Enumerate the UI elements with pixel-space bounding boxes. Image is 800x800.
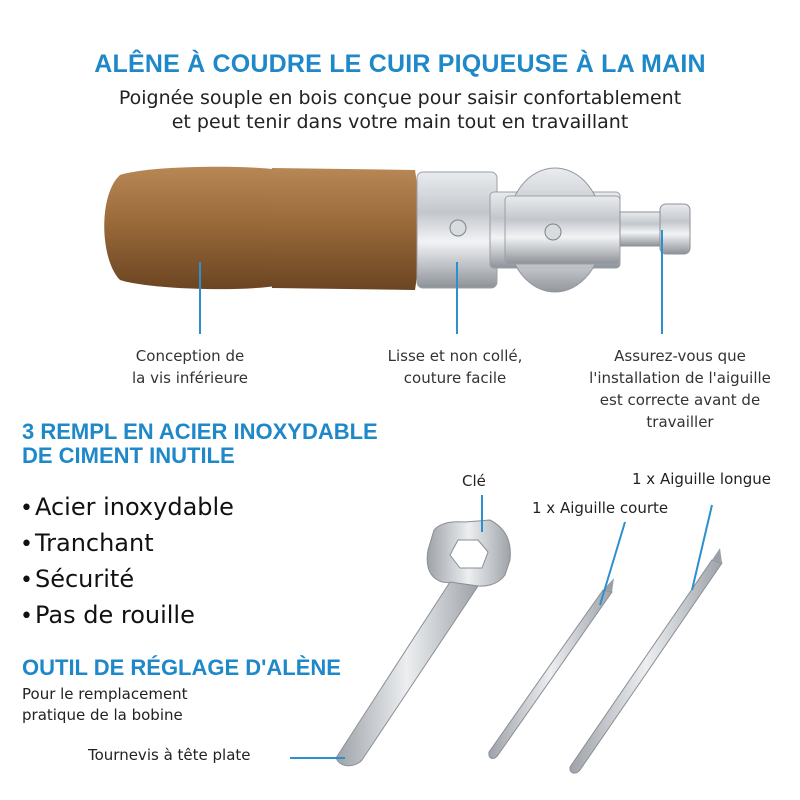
callout-right — [560, 345, 800, 433]
bullet-icon: • — [20, 496, 33, 521]
subtitle-line-1: Poignée souple en bois conçue pour saisir confortablement — [118, 87, 682, 109]
feature-item — [20, 526, 234, 562]
short-needle-label: 1 x Aiguille courte — [532, 499, 669, 517]
feature-label: Pas de rouille — [34, 601, 195, 629]
tool-description — [22, 684, 188, 726]
bullet-icon: • — [20, 568, 33, 593]
feature-item — [20, 562, 234, 598]
feature-label: Acier inoxydable — [34, 493, 234, 521]
awl-wood-handle-rear — [104, 167, 280, 289]
screwdriver-label: Tournevis à tête plate — [88, 746, 251, 764]
section-title-stainless-line-2: DE CIMENT INUTILE — [22, 443, 235, 468]
feature-item — [20, 598, 234, 634]
callout-line-short-needle — [600, 522, 625, 605]
feature-label: Sécurité — [34, 565, 135, 593]
callout-middle-line-2: couture facile — [403, 369, 507, 387]
feature-label: Tranchant — [34, 529, 154, 557]
long-needle-label: 1 x Aiguille longue — [632, 470, 772, 488]
awl-screw-1 — [450, 220, 466, 236]
awl-threaded-shaft — [620, 212, 662, 246]
page-title: ALÊNE À COUDRE LE CUIR PIQUEUSE À LA MAIN — [94, 50, 706, 78]
callout-line-left — [199, 262, 201, 334]
callout-middle — [340, 345, 570, 389]
awl-metal-body-front — [505, 196, 620, 264]
awl-screw-2 — [545, 224, 561, 240]
long-needle — [570, 548, 722, 773]
awl-end-cap — [660, 204, 690, 254]
section-title-stainless-line-1: 3 REMPL EN ACIER INOXYDABLE — [22, 419, 378, 444]
callout-right-line-3: est correcte avant de — [599, 391, 761, 409]
tool-description-line-1: Pour le remplacement — [22, 685, 188, 703]
section-title-tool: OUTIL DE RÉGLAGE D'ALÈNE — [22, 655, 341, 680]
tool-description-line-2: pratique de la bobine — [22, 706, 183, 724]
section-title-stainless — [22, 420, 378, 468]
key-label: Clé — [462, 472, 486, 490]
callout-right-line-2: l'installation de l'aiguille — [589, 369, 771, 387]
callout-right-line-1: Assurez-vous que — [614, 347, 746, 365]
callout-line-middle — [456, 262, 458, 334]
callout-left — [100, 345, 280, 389]
callout-left-line-1: Conception de — [135, 347, 245, 365]
bullet-icon: • — [20, 604, 33, 629]
awl-wood-handle-front — [269, 168, 419, 290]
callout-line-right — [661, 230, 663, 334]
callout-left-line-2: la vis inférieure — [131, 369, 249, 387]
wrench-key — [336, 520, 510, 766]
feature-item — [20, 490, 234, 526]
callout-middle-line-1: Lisse et non collé, — [387, 347, 523, 365]
long-needle-body — [570, 560, 722, 773]
callout-right-line-4: travailler — [646, 413, 714, 431]
subtitle-line-2: et peut tenir dans votre main tout en travaillant — [171, 111, 629, 133]
wrench-shaft — [336, 582, 478, 766]
feature-list — [20, 490, 234, 634]
bullet-icon: • — [20, 532, 33, 557]
awl-tool — [104, 167, 690, 292]
